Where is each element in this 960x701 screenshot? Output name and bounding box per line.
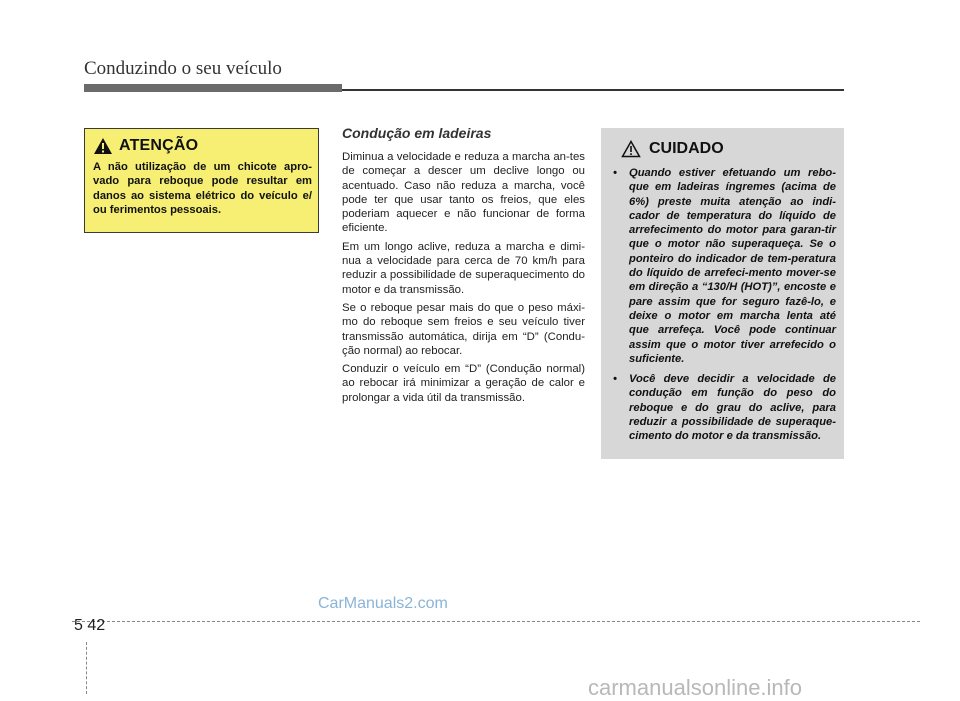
bullet-icon: • — [613, 373, 617, 386]
downhill-section — [342, 125, 585, 409]
warning-header — [93, 137, 312, 155]
list-item — [609, 372, 836, 443]
caution-box — [601, 128, 844, 459]
caution-triangle-icon — [621, 140, 641, 158]
footer-vertical-rule — [86, 642, 87, 694]
caution-title: CUIDADO — [649, 140, 724, 157]
warning-box — [84, 128, 319, 233]
watermark-text: carmanualsonline.info — [588, 675, 803, 700]
warning-triangle-icon — [93, 137, 113, 155]
bullet-icon: • — [613, 167, 617, 179]
caution-list — [609, 166, 836, 444]
list-item — [609, 166, 836, 366]
warning-text: A não utilização de um chicote apro-vado para reboque pode resultar em danos ao sistema elétrico do veículo e/ ou ferimentos pessoais. — [93, 161, 312, 216]
caution-header — [621, 140, 836, 158]
header-rule — [342, 89, 844, 91]
watermark-link[interactable]: CarManuals2.com — [318, 595, 448, 612]
section-title: Condução em ladeiras — [342, 125, 492, 141]
paragraph: Em um longo aclive, reduza a marcha e dimi-nua a velocidade para cerca de 70 km/h para reduzir a possibilidade de superaquecimento do motor e da transmissão. — [342, 240, 585, 296]
caution-item-text: Quando estiver efetuando um rebo-que em ladeiras íngremes (acima de 6%) preste muita atenção ao indi-cador de temperatura do líquido de arrefecimento do motor para garan-tir que o motor não superaqueça. Se o ponteiro do indicador de tem-peratura do líquido de arrefeci-mento mover-se em direção a “130/H (HOT)”, encoste e pare assim que for seguro fazê-lo, e deixe o motor em marcha lenta até que arrefeça. Você pode continuar assim que o motor tiver arrefecido o suficiente. — [629, 167, 836, 365]
paragraph: Conduzir o veículo em “D” (Condução normal) ao rebocar irá minimizar a geração de calor e prolongar a vida útil da transmissão. — [342, 363, 585, 404]
page-header-title: Conduzindo o seu veículo — [84, 58, 282, 79]
warning-title: ATENÇÃO — [119, 137, 199, 154]
caution-item-text: Você deve decidir a velocidade de condução em função do peso do reboque e do grau do aclive, para reduzir a possibilidade de superaque-cimento do motor e da transmissão. — [629, 373, 836, 443]
header-bar — [84, 84, 342, 92]
footer-rule — [72, 621, 920, 622]
paragraph: Se o reboque pesar mais do que o peso máxi-mo do reboque sem freios e seu veículo tiver transmissão automática, dirija em “D” (Condu-ção normal) ao rebocar. — [342, 301, 585, 357]
paragraph: Diminua a velocidade e reduza a marcha an-tes de começar a descer um declive longo ou acentuado. Caso não reduza a marcha, você pode ter que usar tanto os freios, que eles poderiam aquecer e não funcionar de forma eficiente. — [342, 151, 585, 235]
page-number: 5 42 — [74, 617, 106, 634]
